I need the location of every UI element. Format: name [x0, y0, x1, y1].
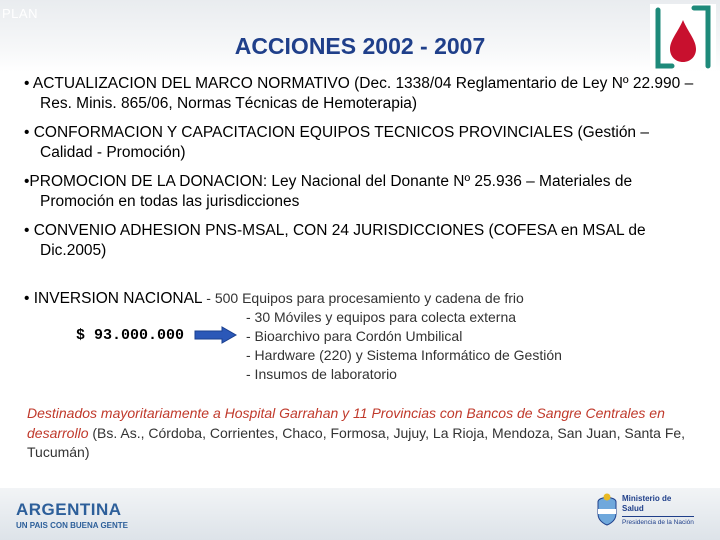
ministerio-logo: [622, 494, 694, 527]
argentina-tagline: UN PAIS CON BUENA GENTE: [16, 521, 129, 530]
destinados-text: [27, 404, 697, 463]
inversion-list: [246, 308, 562, 384]
inversion-heading: • INVERSION NACIONAL: [24, 290, 202, 307]
ministerio-line2: Salud: [622, 504, 644, 513]
inversion-item: - Hardware (220) y Sistema Informático de Gestión: [246, 347, 562, 363]
page-title: ACCIONES 2002 - 2007: [234, 33, 486, 59]
inversion-amount: $ 93.000.000: [76, 327, 185, 344]
inversion-item: - 500 Equipos para procesamiento y cadena de frio: [206, 290, 524, 306]
bullet-marco-normativo: • ACTUALIZACION DEL MARCO NORMATIVO (Dec. 1338/04 Reglamentario de Ley Nº 22.990 – Res. Minis. 865/06, Normas Técnicas de Hemoterapia): [24, 75, 694, 112]
ministerio-line1: Ministerio de: [622, 494, 672, 503]
bullet-equipos-tecnicos: • CONFORMACION Y CAPACITACION EQUIPOS TECNICOS PROVINCIALES (Gestión – Calidad - Promoción): [24, 124, 649, 161]
bullet-convenio-adhesion: • CONVENIO ADHESION PNS-MSAL, CON 24 JURISDICCIONES (COFESA en MSAL de Dic.2005): [24, 222, 646, 259]
inversion-item: - Bioarchivo para Cordón Umbilical: [246, 328, 463, 344]
inversion-row: [24, 288, 700, 309]
ministerio-sub: Presidencia de la Nación: [622, 516, 694, 527]
argentina-wordmark: ARGENTINA: [16, 500, 122, 519]
destinados-italic: Destinados mayoritariamente a Hospital Garrahan y 11 Provincias con Bancos de Sangre Centrales en desarrollo: [27, 405, 665, 441]
right-arrow-icon: [194, 326, 238, 350]
inversion-item: - 30 Móviles y equipos para colecta externa: [246, 309, 517, 325]
plan-label: PLAN: [2, 6, 38, 21]
argentina-logo: [16, 500, 128, 530]
inversion-item: - Insumos de laboratorio: [246, 366, 397, 382]
destinados-provinces: (Bs. As., Córdoba, Corrientes, Chaco, Formosa, Jujuy, La Rioja, Mendoza, San Juan, Santa Fe, Tucumán): [27, 424, 686, 460]
actions-content: [24, 74, 700, 460]
bullet-promocion-donacion: •PROMOCION DE LA DONACION: Ley Nacional del Donante Nº 25.936 – Materiales de Promoción en todas las jurisdicciones: [24, 173, 633, 210]
blood-drop-logo-icon: [650, 4, 716, 70]
argentina-shield-icon: [596, 492, 618, 531]
